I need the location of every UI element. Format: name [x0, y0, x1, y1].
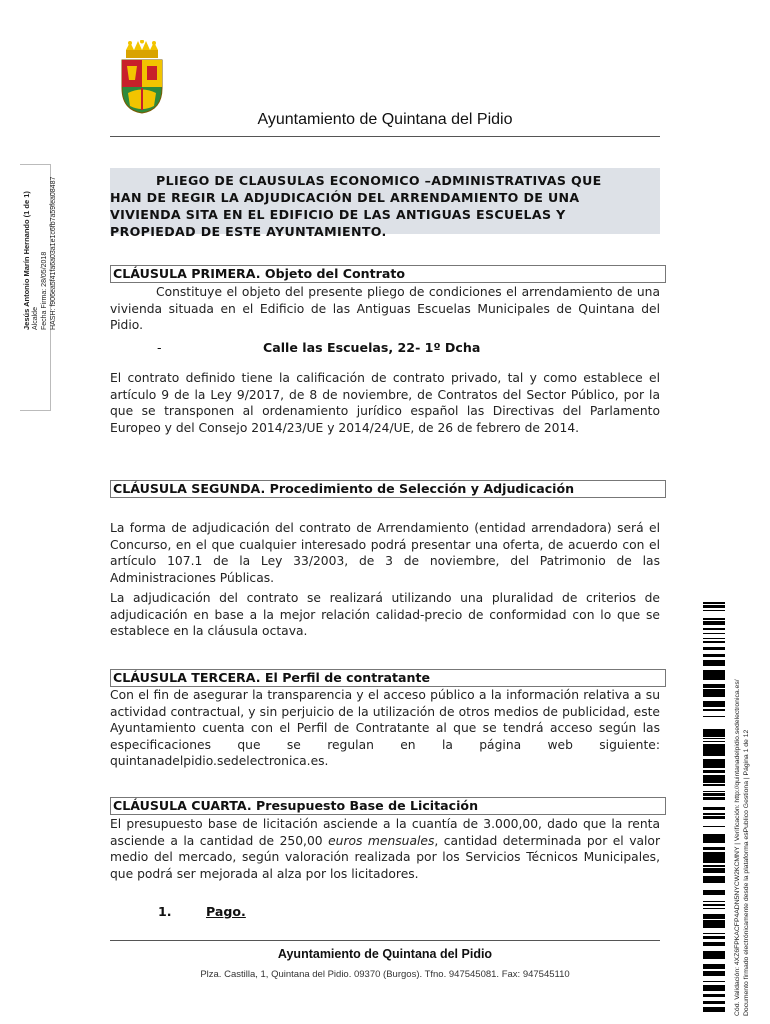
title-line: PROPIEDAD DE ESTE AYUNTAMIENTO. — [110, 224, 387, 239]
clause-2-paragraph-1: La forma de adjudicación del contrato de Arrendamiento (entidad arrendadora) será el Concurso, en el que cualquier interesado podrá presentar una oferta, de acuerdo con el artículo 107.1 de la Ley 33/2003, de 3 de noviembre, del Patrimonio de las Administraciones Públicas. — [110, 521, 660, 585]
address-dash: - — [157, 340, 162, 355]
signature-date: Fecha Firma: 28/05/2018 — [41, 251, 48, 330]
clause-1-paragraph-2: El contrato definido tiene la calificación de contrato privado, tal y como establece el artículo 9 de la Ley 9/2017, de 8 de noviembre, de Contratos del Sector Público, por la que se transponen al ordenamiento jurídico español las Directivas del Parlamento Europeo y del Consejo 2014/23/UE y 2014/24/UE, de 26 de febrero de 2014. — [110, 371, 660, 435]
clause-1-paragraph-1: Constituye el objeto del presente pliego de condiciones el arrendamiento de una vivienda situada en el Edificio de las Antiguas Escuelas Municipales de Quintana del Pidio. — [110, 285, 660, 332]
footer-address: Plza. Castilla, 1, Quintana del Pidio. 09370 (Burgos). Tfno. 947545081. Fax: 947545110 — [200, 969, 570, 980]
municipal-crest-logo — [114, 40, 170, 114]
clause-4-paragraph-1 — [110, 816, 660, 882]
header-title: Ayuntamiento de Quintana del Pidio — [257, 111, 513, 128]
footer-divider — [110, 940, 660, 941]
footer-title: Ayuntamiento de Quintana del Pidio — [277, 947, 493, 961]
header-divider — [110, 136, 660, 137]
clause-2-heading: CLÁUSULA SEGUNDA. Procedimiento de Selección y Adjudicación — [110, 480, 666, 498]
crown-icon — [126, 40, 158, 58]
text-run: , cantidad determinada por el valor medio del mercado, según valoración realizada por los Servicios Técnicos Municipales, que podrá ser mejorada al alza por los licitadores. — [110, 833, 661, 881]
title-line: HAN DE REGIR LA ADJUDICACIÓN DEL ARRENDAMIENTO DE UNA — [110, 190, 580, 205]
verification-platform-line: Documento firmado electrónicamente desde la plataforma esPublico Gestiona | Página 1 de 12 — [742, 729, 750, 1016]
electronic-signature — [22, 30, 58, 330]
text-run: El presupuesto base de licitación asciende a la cuantía de 3.000,00, dado que la renta asciende a la cantidad de 250,00 — [110, 817, 660, 848]
clause-3-heading: CLÁUSULA TERCERA. El Perfil de contratante — [110, 669, 666, 687]
signer-name: Jesús Antonio Marín Hernando (1 de 1) — [22, 191, 31, 330]
signer-role: Alcalde — [32, 307, 39, 330]
title-line: PLIEGO DE CLAUSULAS ECONOMICO –ADMINISTRATIVAS QUE — [156, 173, 602, 188]
verification-code-line: Cód. Validación: 4XZ6FPKACFP4ADN5NYCW2KCMNY | Verificación: http://quintanadelpidio.sedelectronica.es/ — [734, 679, 741, 1016]
title-line: VIVIENDA SITA EN EL EDIFICIO DE LAS ANTIGUAS ESCUELAS Y — [110, 207, 566, 222]
signature-hash: HASH: f906ea5f41fa6a03a1e1c6fb7a59fea08487 — [50, 176, 57, 330]
clause-2-paragraph-2: La adjudicación del contrato se realizará utilizando una pluralidad de criterios de adjudicación en base a la mejor relación calidad-precio de conformidad con lo que se establece en la cláusula octava. — [110, 591, 660, 638]
verification-text — [734, 596, 751, 1016]
document-title — [110, 168, 660, 239]
subsection-label: Pago. — [206, 904, 246, 919]
address-text: Calle las Escuelas, 22- 1º Dcha — [263, 340, 481, 355]
clause-3-paragraph-1: Con el fin de asegurar la transparencia y el acceso público a la información relativa a su actividad contractual, y sin perjuicio de la utilización de otros medios de publicidad, este Ayuntamiento cuenta con el Perfil de Contratante al que se tendrá acceso según las especificaciones que se regulan en la página web siguiente: quintanadelpidio.sedelectronica.es. — [110, 688, 660, 768]
clause-1-heading: CLÁUSULA PRIMERA. Objeto del Contrato — [110, 265, 666, 283]
text-emphasis: euros mensuales — [328, 833, 435, 848]
subsection-number: 1. — [158, 904, 172, 919]
payment-subsection — [158, 904, 246, 919]
clause-4-heading: CLÁUSULA CUARTA. Presupuesto Base de Licitación — [110, 797, 666, 815]
verification-barcode — [703, 602, 725, 1012]
